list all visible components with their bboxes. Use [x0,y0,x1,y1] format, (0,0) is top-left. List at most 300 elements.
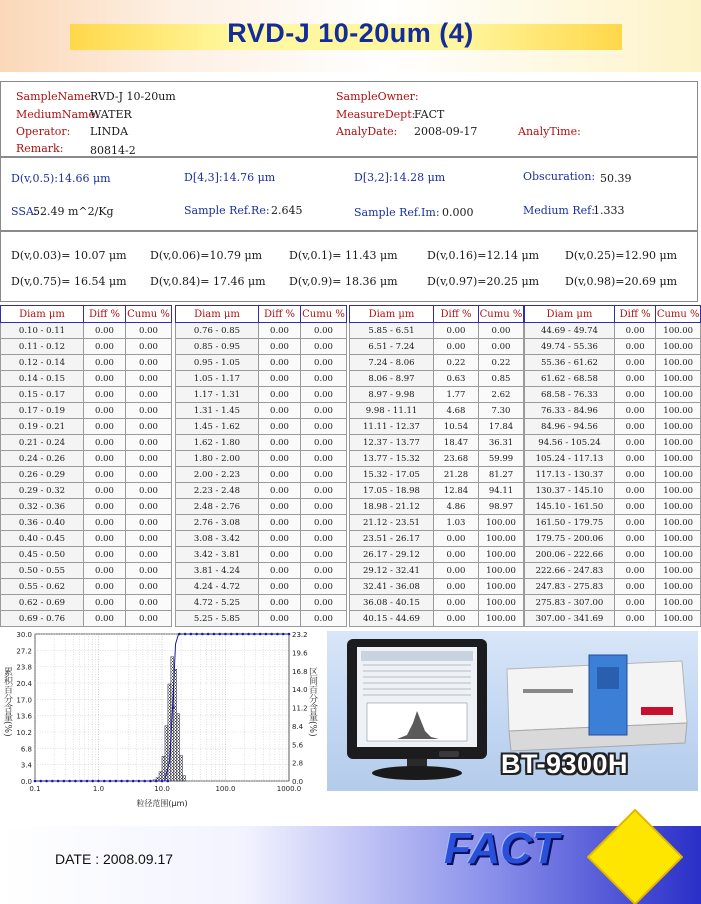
table-row [350,515,524,531]
table-row [525,451,701,467]
cumulative-point [63,780,66,783]
cell-cumu-percent: 0.00 [301,371,347,387]
table-row [350,531,524,547]
table-row [1,595,172,611]
cumulative-point [97,780,100,783]
cell-diff-percent: 0.00 [259,499,301,515]
analy-date-value: 2008-09-17 [414,125,478,138]
ref-re-label: Sample Ref.Re: [184,204,270,217]
instrument-model-label: BT-9300H [501,749,629,779]
cell-diff-percent: 0.00 [259,355,301,371]
y-axis-right-label: 区间百分含量(%) [307,667,317,737]
cell-cumu-percent: 100.00 [656,403,701,419]
percentile-value: D(v,0.03)= 10.07 μm [11,249,127,262]
percentile-panel [0,231,698,302]
remark-value: 80814-2 [90,144,136,157]
cell-cumu-percent: 0.00 [301,515,347,531]
cell-cumu-percent: 94.11 [479,483,524,499]
y-right-tick-label: 5.6 [292,741,304,750]
cell-diameter-range: 94.56 - 105.24 [525,435,615,451]
cell-cumu-percent: 100.00 [479,595,524,611]
cell-diameter-range: 0.69 - 0.76 [1,611,84,627]
table-row [1,611,172,627]
cell-cumu-percent: 100.00 [656,355,701,371]
table-row [525,467,701,483]
table-row [176,595,347,611]
y-right-tick-label: 2.8 [292,759,304,768]
cell-diameter-range: 6.51 - 7.24 [350,339,434,355]
cumulative-point [242,633,245,636]
sample-name-value: RVD-J 10-20um [90,90,176,103]
cell-diff-percent: 0.00 [614,483,655,499]
cell-cumu-percent: 0.00 [126,595,172,611]
header-diameter: Diam μm [176,306,259,323]
cell-cumu-percent: 100.00 [656,563,701,579]
cumulative-point [80,780,83,783]
cumulative-point [155,780,158,783]
cumulative-point [143,780,146,783]
cell-diff-percent: 0.00 [614,563,655,579]
table-row [525,323,701,339]
cell-cumu-percent: 2.62 [479,387,524,403]
ref-im-label: Sample Ref.Im: [354,206,440,219]
cell-cumu-percent: 0.00 [126,579,172,595]
cell-diameter-range: 4.72 - 5.25 [176,595,259,611]
cumulative-point [109,780,112,783]
table-row [1,451,172,467]
cell-diameter-range: 0.36 - 0.40 [1,515,84,531]
analy-time-label: AnalyTime: [518,125,581,138]
table-row [350,563,524,579]
y-axis-left-label: 累积百分含量(%) [2,667,12,737]
cell-diameter-range: 2.48 - 2.76 [176,499,259,515]
sample-owner-label: SampleOwner: [336,90,419,103]
cell-cumu-percent: 0.00 [301,339,347,355]
cell-diff-percent: 1.03 [434,515,479,531]
cell-diff-percent: 0.00 [84,323,126,339]
cumulative-point [184,633,187,636]
cell-cumu-percent: 0.00 [126,403,172,419]
table-row [350,451,524,467]
cell-diameter-range: 5.25 - 5.85 [176,611,259,627]
table-row [176,579,347,595]
cumulative-point [288,633,291,636]
x-axis-label: 粒径范围(μm) [136,799,188,808]
ref-re-value: 2.645 [271,204,303,217]
cell-diff-percent: 0.00 [84,339,126,355]
header-diff: Diff % [259,306,301,323]
distribution-chart [0,627,318,812]
cell-cumu-percent: 100.00 [656,435,701,451]
percentile-value: D(v,0.9)= 18.36 μm [289,275,398,288]
cell-diameter-range: 0.14 - 0.15 [1,371,84,387]
percentile-value: D(v,0.1)= 11.43 μm [289,249,398,262]
table-row [525,547,701,563]
cell-cumu-percent: 100.00 [479,579,524,595]
cell-diameter-range: 0.76 - 0.85 [176,323,259,339]
cell-diff-percent: 0.00 [84,579,126,595]
table-row [176,547,347,563]
cell-diameter-range: 18.98 - 21.12 [350,499,434,515]
cell-cumu-percent: 100.00 [656,339,701,355]
cell-cumu-percent: 0.00 [126,435,172,451]
cell-diff-percent: 18.47 [434,435,479,451]
cell-diff-percent: 0.00 [84,403,126,419]
cell-diff-percent: 0.00 [259,451,301,467]
chart-svg [0,627,318,812]
y-left-tick-label: 27.2 [16,647,32,656]
cell-cumu-percent: 0.00 [301,403,347,419]
cell-diameter-range: 9.98 - 11.11 [350,403,434,419]
cell-diff-percent: 0.22 [434,355,479,371]
cumulative-point [34,780,37,783]
cell-diameter-range: 26.17 - 29.12 [350,547,434,563]
cell-diameter-range: 3.42 - 3.81 [176,547,259,563]
cell-diff-percent: 0.00 [434,323,479,339]
cell-diameter-range: 2.00 - 2.23 [176,467,259,483]
medium-ref-label: Medium Ref: [523,204,595,217]
cell-cumu-percent: 100.00 [656,531,701,547]
histogram-bar [180,755,183,781]
cell-cumu-percent: 0.00 [126,483,172,499]
y-right-tick-label: 11.2 [292,704,308,713]
x-tick-label: 100.0 [215,785,236,793]
x-tick-label: 10.0 [154,785,170,793]
obscuration-value: 50.39 [600,172,632,185]
cell-diff-percent: 1.77 [434,387,479,403]
cell-cumu-percent: 0.00 [126,563,172,579]
cell-diameter-range: 68.58 - 76.33 [525,387,615,403]
cell-diff-percent: 21.28 [434,467,479,483]
histogram-bar [183,776,186,781]
cell-diameter-range: 23.51 - 26.17 [350,531,434,547]
analy-date-label: AnalyDate: [336,125,398,138]
y-left-tick-label: 23.8 [16,663,32,672]
table-row [525,499,701,515]
cell-diff-percent: 0.00 [84,371,126,387]
cell-diff-percent: 0.00 [614,515,655,531]
cumulative-point [86,780,89,783]
obscuration-label: Obscuration: [523,170,596,183]
cell-cumu-percent: 100.00 [479,563,524,579]
cumulative-point [138,780,141,783]
x-tick-label: 1.0 [92,785,105,793]
table-row [525,371,701,387]
table-row [176,339,347,355]
cell-cumu-percent: 0.00 [126,531,172,547]
cell-diameter-range: 179.75 - 200.06 [525,531,615,547]
cell-diameter-range: 55.36 - 61.62 [525,355,615,371]
table-row [350,579,524,595]
cell-cumu-percent: 100.00 [656,579,701,595]
cumulative-point [213,633,216,636]
cell-diameter-range: 247.83 - 275.83 [525,579,615,595]
cell-cumu-percent: 0.00 [301,419,347,435]
cell-diff-percent: 0.00 [614,419,655,435]
table-row [176,355,347,371]
cell-diff-percent: 0.00 [614,579,655,595]
table-row [350,355,524,371]
table-row [350,339,524,355]
cumulative-point [265,633,268,636]
table-row [350,595,524,611]
ref-im-value: 0.000 [442,206,474,219]
table-row [350,435,524,451]
cumulative-point [120,780,123,783]
table-row [525,611,701,627]
cell-diff-percent: 10.54 [434,419,479,435]
cumulative-point [253,633,256,636]
table-row [1,403,172,419]
table-group-2 [175,305,347,627]
cell-diff-percent: 0.00 [434,547,479,563]
cell-diameter-range: 1.05 - 1.17 [176,371,259,387]
cell-diameter-range: 8.97 - 9.98 [350,387,434,403]
cell-cumu-percent: 98.97 [479,499,524,515]
cumulative-point [195,633,198,636]
cell-cumu-percent: 0.00 [479,323,524,339]
cell-diameter-range: 2.23 - 2.48 [176,483,259,499]
table-row [525,595,701,611]
table-row [176,499,347,515]
cell-diameter-range: 11.11 - 12.37 [350,419,434,435]
cell-diff-percent: 0.00 [84,451,126,467]
cumulative-point [68,780,71,783]
cell-cumu-percent: 100.00 [656,451,701,467]
y-left-tick-label: 6.8 [20,745,32,754]
cell-cumu-percent: 0.00 [126,371,172,387]
cell-diameter-range: 13.77 - 15.32 [350,451,434,467]
cell-diameter-range: 0.62 - 0.69 [1,595,84,611]
medium-name-value: WATER [90,108,132,121]
cell-diameter-range: 32.41 - 36.08 [350,579,434,595]
cell-cumu-percent: 0.00 [301,483,347,499]
cell-diff-percent: 0.00 [259,339,301,355]
cell-diameter-range: 1.62 - 1.80 [176,435,259,451]
report-title: RVD-J 10-20um (4) [227,18,474,48]
histogram-bar [177,714,180,781]
cell-diameter-range: 1.17 - 1.31 [176,387,259,403]
cell-diameter-range: 40.15 - 44.69 [350,611,434,627]
cell-diameter-range: 0.19 - 0.21 [1,419,84,435]
table-row [1,387,172,403]
cell-diameter-range: 0.85 - 0.95 [176,339,259,355]
cell-diff-percent: 0.00 [259,371,301,387]
header-cumu: Cumu % [656,306,701,323]
table-header-row [525,306,701,323]
cell-diameter-range: 61.62 - 68.58 [525,371,615,387]
cumulative-point [190,633,193,636]
table-row [525,435,701,451]
header-cumu: Cumu % [479,306,524,323]
cell-diff-percent: 0.00 [259,611,301,627]
cell-diameter-range: 76.33 - 84.96 [525,403,615,419]
cell-diameter-range: 0.50 - 0.55 [1,563,84,579]
cumulative-point [45,780,48,783]
table-row [1,499,172,515]
table-row [176,403,347,419]
cell-cumu-percent: 0.00 [301,579,347,595]
cell-diff-percent: 0.00 [84,595,126,611]
table-row [176,371,347,387]
sample-info-panel [0,81,698,157]
table-row [1,563,172,579]
cumulative-point [132,780,135,783]
y-right-tick-label: 23.2 [292,631,308,639]
table-row [525,579,701,595]
cell-diff-percent: 0.00 [259,563,301,579]
sample-name-label: SampleName: [16,90,95,103]
cell-cumu-percent: 100.00 [656,483,701,499]
cell-cumu-percent: 7.30 [479,403,524,419]
cell-diameter-range: 0.11 - 0.12 [1,339,84,355]
statistics-panel [0,157,698,231]
cumulative-point [149,780,152,783]
cell-diameter-range: 0.15 - 0.17 [1,387,84,403]
y-left-tick-label: 0.0 [20,778,32,786]
cell-diff-percent: 0.00 [614,323,655,339]
cumulative-point [247,633,250,636]
percentile-value: D(v,0.84)= 17.46 μm [150,275,266,288]
cell-diameter-range: 49.74 - 55.36 [525,339,615,355]
cell-diameter-range: 84.96 - 94.56 [525,419,615,435]
cumulative-point [282,633,285,636]
cumulative-point [161,780,164,783]
cell-diameter-range: 15.32 - 17.05 [350,467,434,483]
percentile-value: D(v,0.06)=10.79 μm [150,249,263,262]
cumulative-point [39,780,42,783]
instrument-photo [327,631,698,791]
table-row [176,483,347,499]
percentile-value: D(v,0.16)=12.14 μm [427,249,540,262]
cell-cumu-percent: 100.00 [656,419,701,435]
cell-cumu-percent: 0.00 [126,339,172,355]
table-row [1,355,172,371]
table-row [350,547,524,563]
cumulative-point [224,633,227,636]
cell-diff-percent: 0.00 [84,531,126,547]
cell-diameter-range: 17.05 - 18.98 [350,483,434,499]
operator-label: Operator: [16,125,71,138]
cumulative-point [103,780,106,783]
cell-diff-percent: 0.00 [614,371,655,387]
table-row [176,435,347,451]
table-row [350,371,524,387]
header-diff: Diff % [84,306,126,323]
cell-diff-percent: 4.68 [434,403,479,419]
cell-diff-percent: 0.00 [434,595,479,611]
dv05-value: D(v,0.5):14.66 μm [11,172,111,185]
table-row [1,323,172,339]
cell-diff-percent: 0.00 [259,483,301,499]
cell-diameter-range: 3.81 - 4.24 [176,563,259,579]
table-row [525,483,701,499]
cell-diameter-range: 105.24 - 117.13 [525,451,615,467]
table-row [525,339,701,355]
cell-diff-percent: 0.00 [614,355,655,371]
y-left-tick-label: 17.0 [16,696,32,705]
cumulative-point [166,780,169,783]
cell-diameter-range: 8.06 - 8.97 [350,371,434,387]
cell-diff-percent: 0.00 [259,387,301,403]
cell-cumu-percent: 0.00 [126,515,172,531]
cell-cumu-percent: 0.00 [126,323,172,339]
table-row [176,515,347,531]
table-group-1 [0,305,172,627]
cumulative-point [115,780,118,783]
percentile-value: D(v,0.98)=20.69 μm [565,275,678,288]
histogram-bar [162,756,165,781]
cell-diameter-range: 4.24 - 4.72 [176,579,259,595]
cell-diff-percent: 0.00 [434,563,479,579]
table-row [176,531,347,547]
table-row [176,323,347,339]
cell-cumu-percent: 17.84 [479,419,524,435]
header-diff: Diff % [434,306,479,323]
cell-diff-percent: 0.00 [614,339,655,355]
cell-diameter-range: 0.55 - 0.62 [1,579,84,595]
table-row [350,323,524,339]
cell-diff-percent: 0.00 [259,515,301,531]
cell-cumu-percent: 0.00 [126,451,172,467]
cell-cumu-percent: 100.00 [656,547,701,563]
cell-diff-percent: 4.86 [434,499,479,515]
cell-diameter-range: 130.37 - 145.10 [525,483,615,499]
table-header-row [1,306,172,323]
cell-cumu-percent: 100.00 [656,371,701,387]
cell-diff-percent: 0.00 [434,339,479,355]
cell-diff-percent: 0.00 [84,387,126,403]
cell-cumu-percent: 100.00 [656,611,701,627]
table-row [1,419,172,435]
y-left-tick-label: 30.0 [16,631,32,639]
fact-logo: FACT [444,824,559,873]
table-row [1,467,172,483]
cell-cumu-percent: 0.00 [126,547,172,563]
histogram-bar [174,669,177,781]
header-cumu: Cumu % [126,306,172,323]
table-row [350,403,524,419]
cell-cumu-percent: 0.00 [126,467,172,483]
cumulative-point [236,633,239,636]
table-row [1,483,172,499]
header-cumu: Cumu % [301,306,347,323]
cell-diameter-range: 307.00 - 341.69 [525,611,615,627]
cell-cumu-percent: 81.27 [479,467,524,483]
cell-diameter-range: 2.76 - 3.08 [176,515,259,531]
operator-value: LINDA [90,125,129,138]
header-diameter: Diam μm [1,306,84,323]
cell-diff-percent: 0.00 [614,467,655,483]
cell-cumu-percent: 0.22 [479,355,524,371]
cell-diff-percent: 0.00 [614,547,655,563]
cell-cumu-percent: 0.00 [301,435,347,451]
cell-diff-percent: 0.00 [259,419,301,435]
cumulative-point [259,633,262,636]
cell-cumu-percent: 0.00 [301,547,347,563]
cell-diameter-range: 7.24 - 8.06 [350,355,434,371]
cell-cumu-percent: 100.00 [656,595,701,611]
table-row [525,419,701,435]
cell-diameter-range: 21.12 - 23.51 [350,515,434,531]
cell-diff-percent: 0.00 [84,435,126,451]
cell-diameter-range: 200.06 - 222.66 [525,547,615,563]
cell-diff-percent: 0.00 [84,467,126,483]
header-diff: Diff % [614,306,655,323]
cell-cumu-percent: 0.85 [479,371,524,387]
cell-diameter-range: 44.69 - 49.74 [525,323,615,339]
cell-cumu-percent: 0.00 [301,531,347,547]
